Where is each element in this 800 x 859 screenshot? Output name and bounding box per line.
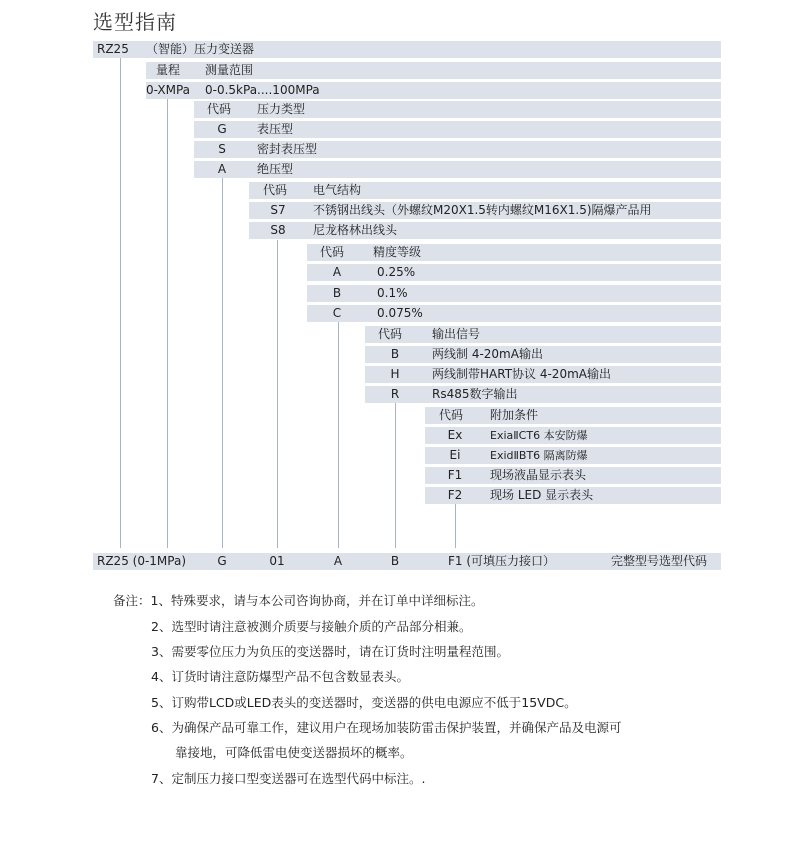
connector-accuracy	[338, 322, 339, 548]
example-caption: 完整型号选型代码	[611, 554, 708, 568]
extra-desc-header: 附加条件	[490, 408, 539, 422]
electric-desc: 不锈钢出线头（外螺纹M20X1.5转内螺纹M16X1.5)隔爆产品用	[313, 203, 652, 217]
pressure-code: S	[218, 142, 226, 156]
range-code: 0-XMPa	[146, 83, 190, 97]
pressure-desc-header: 压力类型	[257, 102, 306, 116]
example-model: RZ25 (0-1MPa)	[97, 554, 187, 568]
extra-code: Ex	[447, 428, 463, 442]
accuracy-code: A	[332, 265, 342, 279]
pressure-code: A	[217, 162, 227, 176]
extra-code-header: 代码	[439, 408, 464, 422]
row-bar	[307, 305, 721, 322]
example-pressure: G	[217, 554, 227, 568]
note-4: 4、订货时请注意防爆型产品不包含数显表头。	[151, 669, 409, 684]
connector-model	[120, 50, 121, 548]
range-code-header: 量程	[156, 63, 181, 77]
example-accuracy: A	[333, 554, 343, 568]
row-bar	[307, 264, 721, 281]
note-5: 5、订购带LCD或LED表头的变送器时，变送器的供电电源应不低于15VDC。	[151, 695, 577, 710]
accuracy-code: C	[332, 306, 342, 320]
row-bar	[365, 326, 721, 343]
note-6: 6、为确保产品可靠工作，建议用户在现场加装防雷击保护装置，并确保产品及电源可	[151, 720, 622, 735]
range-desc: 0-0.5kPa....100MPa	[205, 83, 320, 97]
output-desc: 两线制带HART协议 4-20mA输出	[432, 367, 611, 381]
extra-desc: ExiaⅡCT6 本安防爆	[490, 429, 588, 442]
output-desc: 两线制 4-20mA输出	[432, 347, 543, 361]
electric-desc-header: 电气结构	[313, 183, 362, 197]
output-code: R	[390, 387, 400, 401]
extra-desc: ExidⅡBT6 隔离防爆	[490, 449, 588, 462]
electric-code: S8	[270, 223, 286, 237]
extra-code: F1	[447, 468, 463, 482]
electric-code: S7	[270, 203, 286, 217]
pressure-desc: 密封表压型	[257, 142, 318, 156]
example-electric: 01	[269, 554, 285, 568]
accuracy-code: B	[332, 286, 342, 300]
range-desc-header: 测量范围	[205, 63, 254, 77]
connector-extra	[455, 504, 456, 548]
electric-desc: 尼龙格林出线头	[313, 223, 398, 237]
connector-range	[167, 90, 168, 548]
output-code: H	[390, 367, 400, 381]
pressure-desc: 绝压型	[257, 162, 294, 176]
pressure-code: G	[217, 122, 227, 136]
connector-output	[395, 403, 396, 548]
electric-code-header: 代码	[263, 183, 288, 197]
pressure-code-header: 代码	[207, 102, 232, 116]
extra-desc: 现场 LED 显示表头	[490, 488, 594, 502]
output-code-header: 代码	[378, 327, 403, 341]
connector-electric	[277, 240, 278, 548]
output-desc: Rs485数字输出	[432, 387, 518, 401]
example-extra: F1 (可填压力接口）	[448, 554, 556, 568]
page-title: 选型指南	[93, 10, 177, 34]
accuracy-code-header: 代码	[320, 245, 345, 259]
model-code: RZ25	[97, 42, 129, 56]
model-name: （智能）压力变送器	[146, 42, 255, 56]
note-7: 7、定制压力接口型变送器可在选型代码中标注。.	[151, 771, 426, 786]
extra-desc: 现场液晶显示表头	[490, 468, 587, 482]
row-bar	[307, 244, 721, 261]
row-bar	[425, 407, 721, 424]
note-1: 备注：1、特殊要求，请与本公司咨询协商，并在订单中详细标注。	[113, 593, 484, 608]
example-output: B	[390, 554, 400, 568]
output-desc-header: 输出信号	[432, 327, 481, 341]
row-bar	[307, 285, 721, 302]
extra-code: Ei	[449, 448, 461, 462]
note-6-continued: 靠接地，可降低雷电使变送器损坏的概率。	[175, 745, 413, 760]
note-2: 2、选型时请注意被测介质要与接触介质的产品部分相兼。	[151, 619, 472, 634]
connector-pressure	[222, 178, 223, 548]
accuracy-desc-header: 精度等级	[373, 245, 422, 259]
note-3: 3、需要零位压力为负压的变送器时，请在订货时注明量程范围。	[151, 644, 509, 659]
accuracy-desc: 0.25%	[377, 265, 416, 279]
accuracy-desc: 0.075%	[377, 306, 423, 320]
accuracy-desc: 0.1%	[377, 286, 408, 300]
pressure-desc: 表压型	[257, 122, 294, 136]
extra-code: F2	[447, 488, 463, 502]
output-code: B	[390, 347, 400, 361]
